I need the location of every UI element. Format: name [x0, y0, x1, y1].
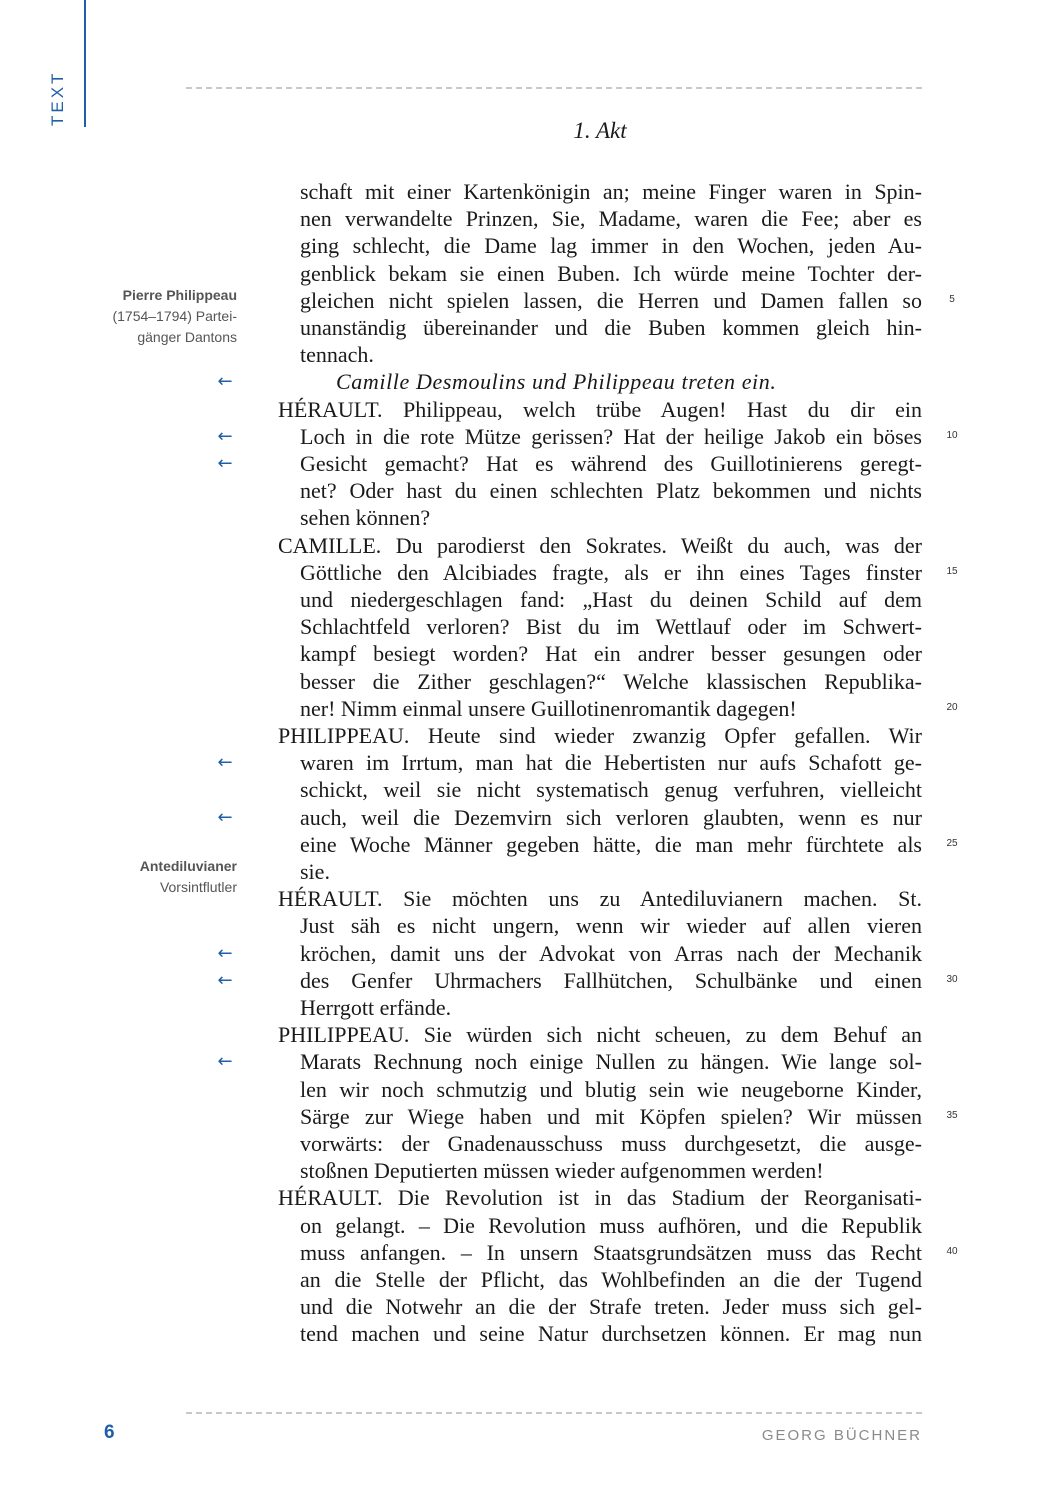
- text-line: nen verwandelte Prinzen, Sie, Madame, waren die Fee; aber es: [300, 206, 922, 232]
- text-line: kampf besiegt worden? Hat ein andrer besser gesungen oder: [300, 641, 922, 667]
- arrow-left-icon: ←: [217, 942, 233, 964]
- line-number: 5: [949, 293, 955, 305]
- text-line: tennach.: [300, 342, 374, 368]
- gloss-definition: (1754–1794) Partei-: [112, 307, 237, 324]
- text-line: Gesicht gemacht? Hat es während des Guillotinierens geregt-: [300, 451, 922, 476]
- line-number: 30: [946, 973, 958, 985]
- speaker-line: CAMILLE. Du parodierst den Sokrates. Weißt du auch, was der: [278, 532, 922, 558]
- stage-direction: Camille Desmoulins und Philippeau treten ein.: [336, 369, 777, 395]
- gloss-definition: Vorsintflutler: [159, 879, 237, 895]
- text-line: net? Oder hast du einen schlechten Platz bekommen und nichts: [300, 478, 922, 504]
- text-line: des Genfer Uhrmachers Fallhütchen, Schulbänke und einen: [300, 967, 922, 993]
- running-footer-author: GEORG BÜCHNER: [761, 1427, 922, 1444]
- act-title: 1. Akt: [573, 118, 627, 143]
- page-number: 6: [104, 1422, 115, 1443]
- speaker-line: HÉRAULT. Sie möchten uns zu Antediluvianern machen. St.: [278, 886, 922, 912]
- text-line: muss anfangen. – In unsern Staatsgrundsätzen muss das Recht: [300, 1239, 922, 1265]
- text-line: sehen können?: [300, 505, 431, 531]
- text-line: len wir noch schmutzig und blutig sein wie neugeborne Kinder,: [300, 1076, 922, 1102]
- speaker-line: HÉRAULT. Philippeau, welch trübe Augen! Hast du dir ein: [278, 396, 922, 422]
- text-line: Herrgott erfände.: [300, 995, 452, 1020]
- arrow-left-icon: ←: [217, 371, 233, 393]
- line-number: 25: [946, 837, 958, 849]
- arrow-left-icon: ←: [217, 453, 233, 474]
- text-line: tend machen und seine Natur durchsetzen können. Er mag nun: [300, 1321, 922, 1347]
- footer-rule: [186, 1412, 922, 1414]
- line-number: 40: [946, 1245, 958, 1257]
- line-number: 20: [946, 701, 958, 713]
- text-line: und die Notwehr an die der Strafe treten. Jeder muss sich gel-: [300, 1294, 922, 1320]
- text-line: schickt, weil sie nicht systematisch genug verfuhren, vielleicht: [300, 777, 922, 803]
- text-line: stoßnen Deputierten müssen wieder aufgenommen werden!: [300, 1158, 824, 1184]
- arrow-left-icon: ←: [217, 752, 233, 774]
- text-line: on gelangt. – Die Revolution muss aufhören, und die Republik: [300, 1212, 922, 1238]
- text-line: gleichen nicht spielen lassen, die Herren und Damen fallen so: [300, 287, 922, 313]
- text-line: Göttliche den Alcibiades fragte, als er ihn eines Tages finster: [300, 559, 922, 585]
- arrow-left-icon: ←: [217, 806, 233, 828]
- text-line: schaft mit einer Kartenkönigin an; meine Finger waren in Spin-: [300, 179, 922, 204]
- speaker-line: HÉRAULT. Die Revolution ist in das Stadium der Reorganisati-: [278, 1185, 922, 1211]
- text-line: Schlachtfeld verloren? Bist du im Wettlauf oder im Schwert-: [300, 614, 922, 640]
- text-line: Marats Rechnung noch einige Nullen zu hängen. Wie lange sol-: [300, 1049, 922, 1075]
- text-line: an die Stelle der Pflicht, das Wohlbefinden an die der Tugend: [300, 1267, 922, 1292]
- text-line: Just säh es nicht ungern, wenn wir wieder auf allen vieren: [300, 913, 922, 939]
- line-number: 10: [946, 429, 958, 441]
- text-line: ging schlecht, die Dame lag immer in den Wochen, jeden Au-: [300, 233, 922, 259]
- section-tab-label: TEXT: [48, 70, 67, 126]
- text-line: besser die Zither geschlagen?“ Welche klassischen Republika-: [300, 668, 922, 694]
- section-tab-bar: [84, 0, 86, 127]
- arrow-left-icon: ←: [217, 425, 233, 447]
- gloss-note: [112, 285, 237, 348]
- text-line: Särge zur Wiege haben und mit Köpfen spielen? Wir müssen: [300, 1103, 922, 1129]
- text-line: vorwärts: der Gnadenausschuss muss durchgesetzt, die ausge-: [300, 1131, 922, 1156]
- arrow-left-icon: ←: [217, 1051, 233, 1073]
- text-line: unanständig übereinander und die Buben kommen gleich hin-: [300, 315, 922, 340]
- line-number: 15: [946, 565, 958, 577]
- arrow-left-icon: ←: [217, 969, 233, 991]
- text-line: genblick bekam sie einen Buben. Ich würde meine Tochter der-: [300, 260, 922, 286]
- gloss-term: Antediluvianer: [139, 858, 237, 874]
- line-number: 35: [946, 1109, 958, 1121]
- gloss-term: Pierre Philippeau: [122, 286, 237, 303]
- text-line: eine Woche Männer gegeben hätte, die man mehr fürchtete als: [300, 831, 922, 857]
- text-line: sie.: [300, 859, 330, 884]
- gloss-definition: gänger Dantons: [137, 328, 237, 345]
- text-line: waren im Irrtum, man hat die Hebertisten nur aufs Schafott ge-: [300, 750, 922, 776]
- text-line: Loch in die rote Mütze gerissen? Hat der heilige Jakob ein böses: [300, 423, 922, 449]
- speaker-line: PHILIPPEAU. Heute sind wieder zwanzig Opfer gefallen. Wir: [278, 723, 922, 748]
- speaker-line: PHILIPPEAU. Sie würden sich nicht scheuen, zu dem Behuf an: [278, 1022, 922, 1048]
- text-line: kröchen, damit uns der Advokat von Arras nach der Mechanik: [300, 940, 922, 966]
- header-rule: [186, 87, 922, 89]
- text-line: auch, weil die Dezemvirn sich verloren glaubten, wenn es nur: [300, 804, 922, 830]
- text-line: ner! Nimm einmal unsere Guillotinenromantik dagegen!: [300, 695, 797, 721]
- text-line: und niedergeschlagen fand: „Hast du deinen Schild auf dem: [300, 587, 922, 612]
- gloss-note: [140, 856, 237, 898]
